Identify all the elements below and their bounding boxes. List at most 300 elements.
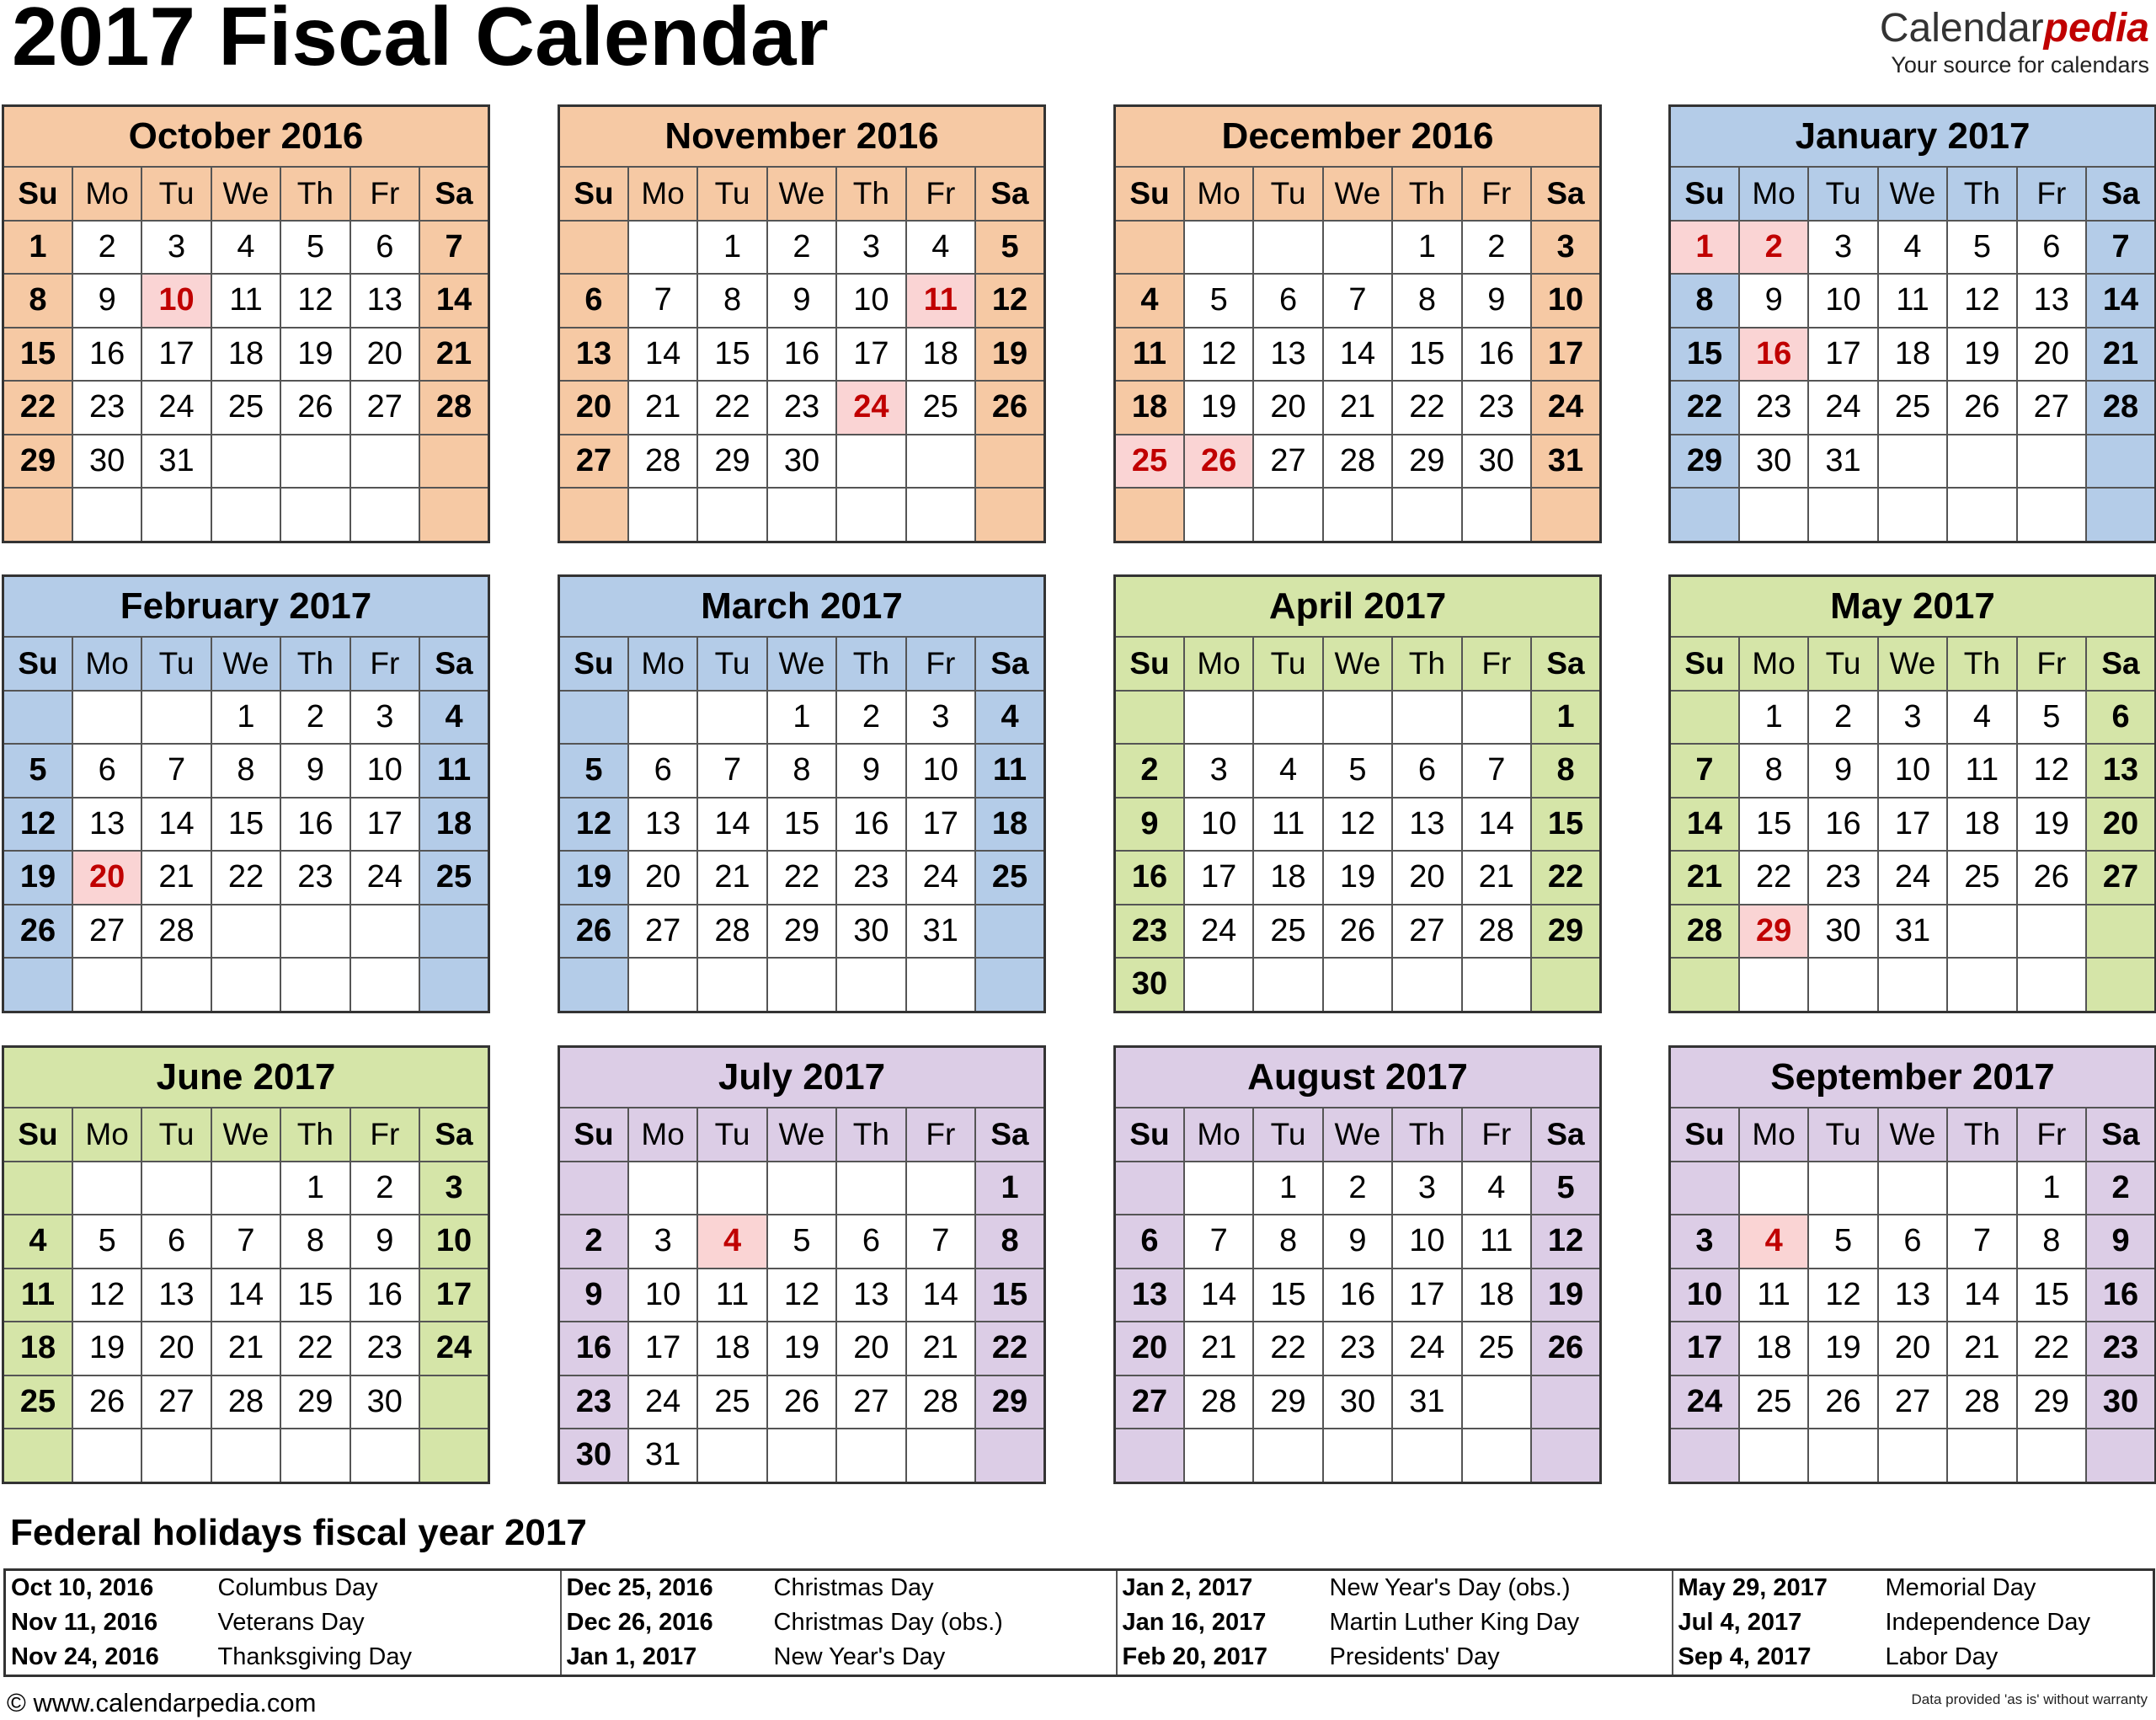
- day-cell[interactable]: 1: [1531, 691, 1600, 745]
- day-cell[interactable]: 15: [1392, 328, 1461, 382]
- day-cell[interactable]: 21: [1947, 1322, 2016, 1375]
- day-cell[interactable]: 8: [697, 274, 766, 328]
- day-cell[interactable]: 15: [2017, 1269, 2086, 1322]
- day-cell[interactable]: 12: [1808, 1269, 1877, 1322]
- day-cell[interactable]: 21: [906, 1322, 975, 1375]
- day-cell[interactable]: 12: [1323, 798, 1392, 852]
- day-cell[interactable]: 10: [1670, 1269, 1739, 1322]
- day-cell[interactable]: 12: [1531, 1215, 1600, 1269]
- day-cell[interactable]: 18: [1878, 328, 1947, 382]
- day-cell[interactable]: 27: [72, 905, 141, 959]
- day-cell[interactable]: 13: [141, 1269, 211, 1322]
- day-cell[interactable]: 9: [1739, 274, 1808, 328]
- day-cell[interactable]: 6: [2017, 221, 2086, 275]
- day-cell[interactable]: 10: [906, 744, 975, 798]
- day-cell[interactable]: 17: [1531, 328, 1600, 382]
- day-cell[interactable]: 20: [628, 851, 697, 905]
- day-cell[interactable]: 3: [141, 221, 211, 275]
- day-cell[interactable]: 3: [1392, 1162, 1461, 1215]
- day-cell[interactable]: 11: [1739, 1269, 1808, 1322]
- day-cell[interactable]: 9: [2086, 1215, 2155, 1269]
- day-cell[interactable]: 14: [628, 328, 697, 382]
- day-cell[interactable]: 17: [628, 1322, 697, 1375]
- day-cell[interactable]: 4: [419, 691, 488, 745]
- day-cell[interactable]: 27: [350, 381, 419, 435]
- day-cell[interactable]: 6: [1392, 744, 1461, 798]
- day-cell[interactable]: 17: [906, 798, 975, 852]
- day-cell[interactable]: 11: [1878, 274, 1947, 328]
- day-cell[interactable]: 22: [975, 1322, 1044, 1375]
- day-cell[interactable]: 15: [3, 328, 72, 382]
- day-cell[interactable]: 24: [628, 1375, 697, 1429]
- day-cell[interactable]: 16: [1323, 1269, 1392, 1322]
- day-cell[interactable]: 13: [1253, 328, 1322, 382]
- day-cell[interactable]: 29: [1531, 905, 1600, 959]
- day-cell[interactable]: 30: [767, 435, 836, 489]
- day-cell[interactable]: 24: [1392, 1322, 1461, 1375]
- day-cell[interactable]: 9: [350, 1215, 419, 1269]
- day-cell[interactable]: 11: [419, 744, 488, 798]
- day-cell[interactable]: 21: [1462, 851, 1531, 905]
- day-cell[interactable]: 9: [1323, 1215, 1392, 1269]
- day-cell[interactable]: 13: [559, 328, 628, 382]
- day-cell[interactable]: 5: [1808, 1215, 1877, 1269]
- day-cell[interactable]: 8: [211, 744, 280, 798]
- day-cell[interactable]: 5: [280, 221, 350, 275]
- day-cell[interactable]: 14: [2086, 274, 2155, 328]
- day-cell[interactable]: 16: [836, 798, 905, 852]
- day-cell[interactable]: 15: [975, 1269, 1044, 1322]
- day-cell[interactable]: 1: [697, 221, 766, 275]
- day-cell[interactable]: 26: [975, 381, 1044, 435]
- day-cell[interactable]: 22: [1392, 381, 1461, 435]
- day-cell[interactable]: 30: [72, 435, 141, 489]
- day-cell[interactable]: 7: [1323, 274, 1392, 328]
- day-cell[interactable]: 21: [1670, 851, 1739, 905]
- day-cell[interactable]: 20: [350, 328, 419, 382]
- day-cell[interactable]: 20: [559, 381, 628, 435]
- day-cell[interactable]: 18: [3, 1322, 72, 1375]
- day-cell[interactable]: 28: [1462, 905, 1531, 959]
- day-cell[interactable]: 10: [628, 1269, 697, 1322]
- day-cell[interactable]: 16: [1808, 798, 1877, 852]
- day-cell[interactable]: 19: [3, 851, 72, 905]
- day-cell[interactable]: 17: [419, 1269, 488, 1322]
- day-cell[interactable]: 6: [72, 744, 141, 798]
- day-cell[interactable]: 1: [2017, 1162, 2086, 1215]
- day-cell[interactable]: 8: [3, 274, 72, 328]
- day-cell[interactable]: 15: [1670, 328, 1739, 382]
- day-cell[interactable]: 5: [559, 744, 628, 798]
- day-cell[interactable]: 4: [906, 221, 975, 275]
- day-cell[interactable]: 25: [697, 1375, 766, 1429]
- brand-logo[interactable]: [1880, 8, 2149, 78]
- day-cell[interactable]: 28: [2086, 381, 2155, 435]
- day-cell[interactable]: 17: [1808, 328, 1877, 382]
- day-cell[interactable]: 25: [3, 1375, 72, 1429]
- day-cell[interactable]: 27: [1253, 435, 1322, 489]
- day-cell[interactable]: 4: [975, 691, 1044, 745]
- day-cell[interactable]: 2: [767, 221, 836, 275]
- day-cell[interactable]: 4: [3, 1215, 72, 1269]
- day-cell[interactable]: 27: [1115, 1375, 1184, 1429]
- day-cell[interactable]: 24: [141, 381, 211, 435]
- day-cell[interactable]: 13: [72, 798, 141, 852]
- day-cell[interactable]: 23: [280, 851, 350, 905]
- day-cell[interactable]: 25: [1947, 851, 2016, 905]
- day-cell[interactable]: 12: [975, 274, 1044, 328]
- day-cell[interactable]: 23: [2086, 1322, 2155, 1375]
- day-cell[interactable]: 18: [697, 1322, 766, 1375]
- day-cell[interactable]: 14: [1670, 798, 1739, 852]
- day-cell[interactable]: 30: [1808, 905, 1877, 959]
- day-cell[interactable]: 9: [1808, 744, 1877, 798]
- day-cell[interactable]: 17: [141, 328, 211, 382]
- day-cell[interactable]: 17: [1184, 851, 1253, 905]
- day-cell[interactable]: 11: [1253, 798, 1322, 852]
- day-cell[interactable]: 13: [2086, 744, 2155, 798]
- day-cell[interactable]: 14: [906, 1269, 975, 1322]
- day-cell[interactable]: 3: [1670, 1215, 1739, 1269]
- day-cell[interactable]: 3: [419, 1162, 488, 1215]
- day-cell[interactable]: 2: [836, 691, 905, 745]
- day-cell[interactable]: 18: [975, 798, 1044, 852]
- day-cell[interactable]: 6: [1115, 1215, 1184, 1269]
- day-cell[interactable]: 24: [1878, 851, 1947, 905]
- day-cell[interactable]: 9: [1115, 798, 1184, 852]
- day-cell[interactable]: 16: [767, 328, 836, 382]
- day-cell[interactable]: 28: [1323, 435, 1392, 489]
- day-cell[interactable]: 17: [1670, 1322, 1739, 1375]
- day-cell[interactable]: 14: [141, 798, 211, 852]
- day-cell[interactable]: 17: [350, 798, 419, 852]
- day-cell[interactable]: 18: [1253, 851, 1322, 905]
- day-cell[interactable]: 30: [1323, 1375, 1392, 1429]
- day-cell[interactable]: 5: [975, 221, 1044, 275]
- day-cell[interactable]: 12: [280, 274, 350, 328]
- day-cell[interactable]: 15: [767, 798, 836, 852]
- day-cell[interactable]: 1: [211, 691, 280, 745]
- day-cell[interactable]: 22: [280, 1322, 350, 1375]
- day-cell[interactable]: 4: [1115, 274, 1184, 328]
- day-cell[interactable]: 31: [628, 1429, 697, 1482]
- day-cell[interactable]: 16: [280, 798, 350, 852]
- day-cell[interactable]: 8: [975, 1215, 1044, 1269]
- day-cell[interactable]: 11: [697, 1269, 766, 1322]
- day-cell[interactable]: 31: [1808, 435, 1877, 489]
- day-cell[interactable]: 27: [628, 905, 697, 959]
- day-cell[interactable]: 25: [1253, 905, 1322, 959]
- day-cell[interactable]: 22: [1670, 381, 1739, 435]
- day-cell[interactable]: 22: [767, 851, 836, 905]
- day-cell[interactable]: 8: [1531, 744, 1600, 798]
- holiday-day-cell[interactable]: 29: [1739, 905, 1808, 959]
- day-cell[interactable]: 14: [1947, 1269, 2016, 1322]
- day-cell[interactable]: 21: [141, 851, 211, 905]
- day-cell[interactable]: 13: [1115, 1269, 1184, 1322]
- day-cell[interactable]: 5: [1323, 744, 1392, 798]
- day-cell[interactable]: 3: [628, 1215, 697, 1269]
- day-cell[interactable]: 5: [3, 744, 72, 798]
- holiday-day-cell[interactable]: 26: [1184, 435, 1253, 489]
- day-cell[interactable]: 26: [1947, 381, 2016, 435]
- day-cell[interactable]: 31: [1878, 905, 1947, 959]
- day-cell[interactable]: 17: [1392, 1269, 1461, 1322]
- day-cell[interactable]: 20: [2086, 798, 2155, 852]
- day-cell[interactable]: 31: [1392, 1375, 1461, 1429]
- day-cell[interactable]: 13: [2017, 274, 2086, 328]
- day-cell[interactable]: 19: [975, 328, 1044, 382]
- day-cell[interactable]: 5: [2017, 691, 2086, 745]
- day-cell[interactable]: 25: [906, 381, 975, 435]
- day-cell[interactable]: 4: [1947, 691, 2016, 745]
- day-cell[interactable]: 13: [1878, 1269, 1947, 1322]
- day-cell[interactable]: 31: [141, 435, 211, 489]
- day-cell[interactable]: 24: [1531, 381, 1600, 435]
- day-cell[interactable]: 8: [1253, 1215, 1322, 1269]
- day-cell[interactable]: 19: [1947, 328, 2016, 382]
- day-cell[interactable]: 7: [1670, 744, 1739, 798]
- day-cell[interactable]: 21: [419, 328, 488, 382]
- day-cell[interactable]: 2: [2086, 1162, 2155, 1215]
- day-cell[interactable]: 4: [1462, 1162, 1531, 1215]
- day-cell[interactable]: 25: [975, 851, 1044, 905]
- day-cell[interactable]: 25: [419, 851, 488, 905]
- day-cell[interactable]: 24: [419, 1322, 488, 1375]
- day-cell[interactable]: 27: [141, 1375, 211, 1429]
- holiday-day-cell[interactable]: 24: [836, 381, 905, 435]
- day-cell[interactable]: 22: [2017, 1322, 2086, 1375]
- day-cell[interactable]: 7: [2086, 221, 2155, 275]
- day-cell[interactable]: 23: [72, 381, 141, 435]
- day-cell[interactable]: 8: [767, 744, 836, 798]
- day-cell[interactable]: 21: [1184, 1322, 1253, 1375]
- day-cell[interactable]: 23: [1462, 381, 1531, 435]
- day-cell[interactable]: 2: [350, 1162, 419, 1215]
- day-cell[interactable]: 30: [836, 905, 905, 959]
- day-cell[interactable]: 14: [697, 798, 766, 852]
- day-cell[interactable]: 12: [2017, 744, 2086, 798]
- day-cell[interactable]: 8: [1670, 274, 1739, 328]
- holiday-day-cell[interactable]: 10: [141, 274, 211, 328]
- day-cell[interactable]: 7: [211, 1215, 280, 1269]
- day-cell[interactable]: 22: [697, 381, 766, 435]
- day-cell[interactable]: 15: [1739, 798, 1808, 852]
- day-cell[interactable]: 21: [697, 851, 766, 905]
- day-cell[interactable]: 29: [3, 435, 72, 489]
- day-cell[interactable]: 7: [1947, 1215, 2016, 1269]
- day-cell[interactable]: 22: [3, 381, 72, 435]
- day-cell[interactable]: 2: [280, 691, 350, 745]
- day-cell[interactable]: 23: [350, 1322, 419, 1375]
- day-cell[interactable]: 28: [141, 905, 211, 959]
- day-cell[interactable]: 14: [419, 274, 488, 328]
- day-cell[interactable]: 15: [697, 328, 766, 382]
- day-cell[interactable]: 7: [628, 274, 697, 328]
- day-cell[interactable]: 2: [1323, 1162, 1392, 1215]
- day-cell[interactable]: 11: [975, 744, 1044, 798]
- day-cell[interactable]: 12: [767, 1269, 836, 1322]
- day-cell[interactable]: 28: [211, 1375, 280, 1429]
- day-cell[interactable]: 7: [141, 744, 211, 798]
- day-cell[interactable]: 23: [836, 851, 905, 905]
- day-cell[interactable]: 30: [1739, 435, 1808, 489]
- day-cell[interactable]: 23: [1323, 1322, 1392, 1375]
- day-cell[interactable]: 27: [1878, 1375, 1947, 1429]
- day-cell[interactable]: 22: [1253, 1322, 1322, 1375]
- day-cell[interactable]: 22: [1531, 851, 1600, 905]
- day-cell[interactable]: 25: [211, 381, 280, 435]
- day-cell[interactable]: 26: [559, 905, 628, 959]
- day-cell[interactable]: 27: [2017, 381, 2086, 435]
- day-cell[interactable]: 16: [1115, 851, 1184, 905]
- day-cell[interactable]: 19: [559, 851, 628, 905]
- day-cell[interactable]: 6: [1253, 274, 1322, 328]
- day-cell[interactable]: 18: [419, 798, 488, 852]
- day-cell[interactable]: 9: [559, 1269, 628, 1322]
- day-cell[interactable]: 10: [1878, 744, 1947, 798]
- day-cell[interactable]: 9: [72, 274, 141, 328]
- day-cell[interactable]: 9: [280, 744, 350, 798]
- day-cell[interactable]: 1: [1392, 221, 1461, 275]
- day-cell[interactable]: 9: [767, 274, 836, 328]
- day-cell[interactable]: 14: [211, 1269, 280, 1322]
- day-cell[interactable]: 10: [350, 744, 419, 798]
- day-cell[interactable]: 30: [1462, 435, 1531, 489]
- day-cell[interactable]: 29: [2017, 1375, 2086, 1429]
- day-cell[interactable]: 21: [1323, 381, 1392, 435]
- day-cell[interactable]: 7: [419, 221, 488, 275]
- day-cell[interactable]: 19: [767, 1322, 836, 1375]
- day-cell[interactable]: 3: [1808, 221, 1877, 275]
- day-cell[interactable]: 3: [1531, 221, 1600, 275]
- day-cell[interactable]: 28: [906, 1375, 975, 1429]
- day-cell[interactable]: 11: [1947, 744, 2016, 798]
- day-cell[interactable]: 21: [2086, 328, 2155, 382]
- day-cell[interactable]: 8: [2017, 1215, 2086, 1269]
- day-cell[interactable]: 6: [141, 1215, 211, 1269]
- day-cell[interactable]: 19: [1323, 851, 1392, 905]
- day-cell[interactable]: 10: [1392, 1215, 1461, 1269]
- day-cell[interactable]: 28: [1947, 1375, 2016, 1429]
- day-cell[interactable]: 26: [2017, 851, 2086, 905]
- day-cell[interactable]: 4: [211, 221, 280, 275]
- day-cell[interactable]: 20: [141, 1322, 211, 1375]
- day-cell[interactable]: 17: [1878, 798, 1947, 852]
- day-cell[interactable]: 4: [1878, 221, 1947, 275]
- day-cell[interactable]: 16: [72, 328, 141, 382]
- day-cell[interactable]: 13: [350, 274, 419, 328]
- day-cell[interactable]: 12: [1184, 328, 1253, 382]
- day-cell[interactable]: 5: [767, 1215, 836, 1269]
- day-cell[interactable]: 26: [1531, 1322, 1600, 1375]
- day-cell[interactable]: 26: [1323, 905, 1392, 959]
- day-cell[interactable]: 6: [2086, 691, 2155, 745]
- day-cell[interactable]: 7: [906, 1215, 975, 1269]
- day-cell[interactable]: 23: [1808, 851, 1877, 905]
- day-cell[interactable]: 8: [1392, 274, 1461, 328]
- day-cell[interactable]: 3: [906, 691, 975, 745]
- day-cell[interactable]: 1: [767, 691, 836, 745]
- day-cell[interactable]: 11: [1462, 1215, 1531, 1269]
- day-cell[interactable]: 24: [1808, 381, 1877, 435]
- day-cell[interactable]: 15: [1531, 798, 1600, 852]
- day-cell[interactable]: 20: [1253, 381, 1322, 435]
- day-cell[interactable]: 10: [1531, 274, 1600, 328]
- day-cell[interactable]: 12: [3, 798, 72, 852]
- day-cell[interactable]: 14: [1462, 798, 1531, 852]
- day-cell[interactable]: 15: [1253, 1269, 1322, 1322]
- day-cell[interactable]: 1: [280, 1162, 350, 1215]
- day-cell[interactable]: 12: [1947, 274, 2016, 328]
- day-cell[interactable]: 10: [1808, 274, 1877, 328]
- day-cell[interactable]: 6: [836, 1215, 905, 1269]
- day-cell[interactable]: 19: [1184, 381, 1253, 435]
- day-cell[interactable]: 29: [1253, 1375, 1322, 1429]
- day-cell[interactable]: 29: [280, 1375, 350, 1429]
- day-cell[interactable]: 16: [559, 1322, 628, 1375]
- day-cell[interactable]: 27: [836, 1375, 905, 1429]
- day-cell[interactable]: 6: [559, 274, 628, 328]
- day-cell[interactable]: 25: [1878, 381, 1947, 435]
- footer-url[interactable]: © www.calendarpedia.com: [7, 1688, 317, 1717]
- day-cell[interactable]: 21: [628, 381, 697, 435]
- day-cell[interactable]: 20: [836, 1322, 905, 1375]
- day-cell[interactable]: 1: [3, 221, 72, 275]
- day-cell[interactable]: 29: [697, 435, 766, 489]
- holiday-day-cell[interactable]: 16: [1739, 328, 1808, 382]
- day-cell[interactable]: 18: [1115, 381, 1184, 435]
- day-cell[interactable]: 18: [1947, 798, 2016, 852]
- day-cell[interactable]: 26: [767, 1375, 836, 1429]
- day-cell[interactable]: 2: [1115, 744, 1184, 798]
- day-cell[interactable]: 23: [1739, 381, 1808, 435]
- day-cell[interactable]: 18: [211, 328, 280, 382]
- day-cell[interactable]: 3: [1878, 691, 1947, 745]
- day-cell[interactable]: 26: [280, 381, 350, 435]
- day-cell[interactable]: 29: [767, 905, 836, 959]
- day-cell[interactable]: 7: [1462, 744, 1531, 798]
- day-cell[interactable]: 3: [1184, 744, 1253, 798]
- day-cell[interactable]: 20: [1392, 851, 1461, 905]
- day-cell[interactable]: 1: [975, 1162, 1044, 1215]
- day-cell[interactable]: 14: [1323, 328, 1392, 382]
- day-cell[interactable]: 19: [1531, 1269, 1600, 1322]
- day-cell[interactable]: 10: [836, 274, 905, 328]
- day-cell[interactable]: 11: [211, 274, 280, 328]
- day-cell[interactable]: 7: [697, 744, 766, 798]
- day-cell[interactable]: 29: [1670, 435, 1739, 489]
- day-cell[interactable]: 25: [1462, 1322, 1531, 1375]
- day-cell[interactable]: 5: [1947, 221, 2016, 275]
- day-cell[interactable]: 8: [280, 1215, 350, 1269]
- day-cell[interactable]: 30: [2086, 1375, 2155, 1429]
- day-cell[interactable]: 30: [559, 1429, 628, 1482]
- day-cell[interactable]: 13: [836, 1269, 905, 1322]
- day-cell[interactable]: 28: [1670, 905, 1739, 959]
- day-cell[interactable]: 19: [2017, 798, 2086, 852]
- day-cell[interactable]: 19: [72, 1322, 141, 1375]
- day-cell[interactable]: 11: [3, 1269, 72, 1322]
- day-cell[interactable]: 9: [836, 744, 905, 798]
- day-cell[interactable]: 1: [1739, 691, 1808, 745]
- day-cell[interactable]: 24: [1670, 1375, 1739, 1429]
- holiday-day-cell[interactable]: 11: [906, 274, 975, 328]
- holiday-day-cell[interactable]: 4: [697, 1215, 766, 1269]
- day-cell[interactable]: 28: [1184, 1375, 1253, 1429]
- day-cell[interactable]: 1: [1253, 1162, 1322, 1215]
- day-cell[interactable]: 20: [1115, 1322, 1184, 1375]
